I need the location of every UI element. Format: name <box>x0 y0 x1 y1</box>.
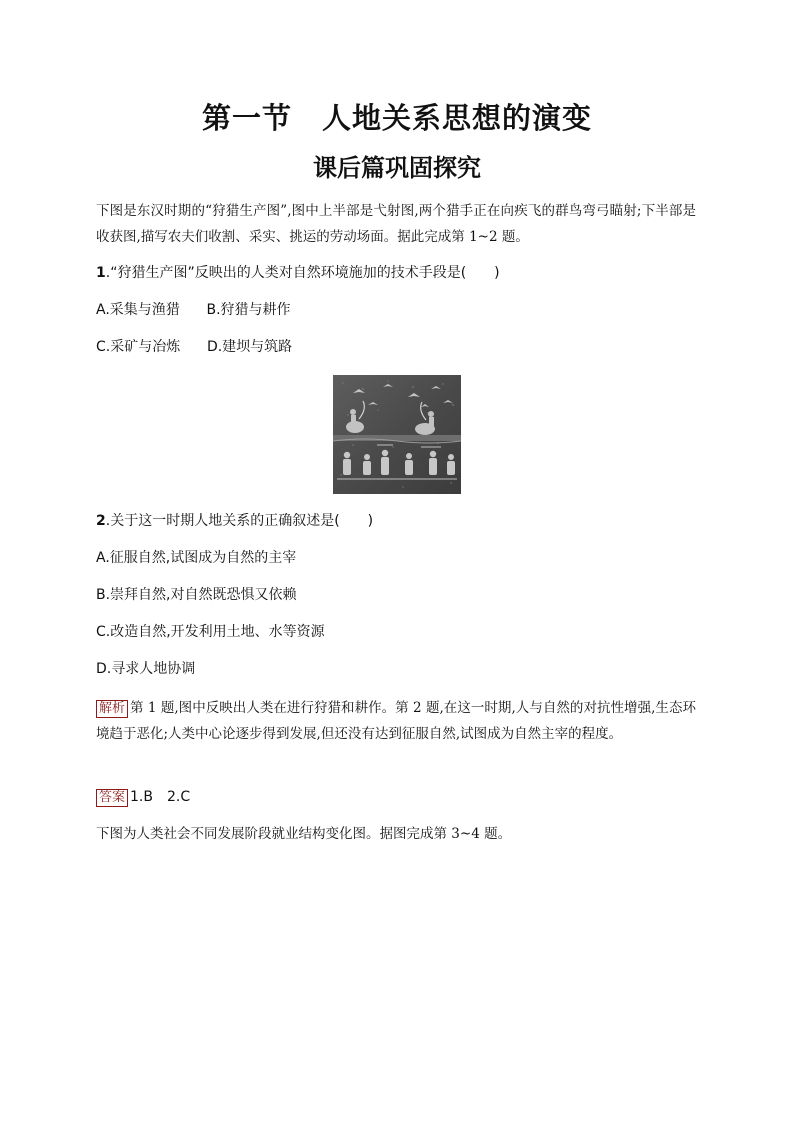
page-subtitle: 课后篇巩固探究 <box>313 153 481 182</box>
page-title: 第一节 人地关系思想的演变 <box>201 101 592 135</box>
q1-option-d: D.建坝与筑路 <box>206 339 293 355</box>
analysis-tag: 解析 <box>96 700 128 718</box>
question-2-text: .关于这一时期人地关系的正确叙述是( ) <box>105 513 374 529</box>
q2-option-a: A.征服自然,试图成为自然的主宰 <box>96 550 297 566</box>
analysis-text: 第 1 题,图中反映出人类在进行狩猎和耕作。第 2 题,在这一时期,人与自然的对抗性增强,生态环境趋于恶化;人类中心论逐步得到发展,但还没有达到征服自然,试图成为自然主宰的程度。 <box>96 700 696 742</box>
q2-option-c: C.改造自然,开发利用土地、水等资源 <box>96 624 325 640</box>
question-1-options-row-2 <box>96 336 292 358</box>
intro-paragraph-2: 下图为人类社会不同发展阶段就业结构变化图。据图完成第 3~4 题。 <box>96 826 512 842</box>
intro-paragraph-1: 下图是东汉时期的“狩猎生产图”,图中上半部是弋射图,两个猎手正在向疾飞的群鸟弯弓瞄射;下半部是收获图,描写农夫们收割、采实、挑运的劳动场面。据此完成第 1~2 题。 <box>96 203 696 245</box>
q2-option-d: D.寻求人地协调 <box>96 661 196 677</box>
q1-option-a: A.采集与渔猎 <box>96 302 180 318</box>
question-1-options-row-1 <box>96 299 291 321</box>
q1-option-b: B.狩猎与耕作 <box>206 302 291 318</box>
hunting-production-relief-image <box>333 375 461 494</box>
q2-option-b: B.崇拜自然,对自然既恐惧又依赖 <box>96 587 297 603</box>
answer-tag: 答案 <box>96 789 128 807</box>
q1-option-c: C.采矿与冶炼 <box>96 339 181 355</box>
question-2-number: 2 <box>96 513 106 529</box>
answer-section <box>96 784 696 810</box>
question-1-text: .“狩猎生产图”反映出的人类对自然环境施加的技术手段是( ) <box>105 265 500 281</box>
question-1 <box>96 262 716 284</box>
question-1-number: 1 <box>96 265 106 281</box>
answer-text: 1.B 2.C <box>130 789 191 805</box>
relief-image-svg <box>333 375 461 494</box>
question-2 <box>96 510 716 532</box>
analysis-section <box>96 695 696 747</box>
